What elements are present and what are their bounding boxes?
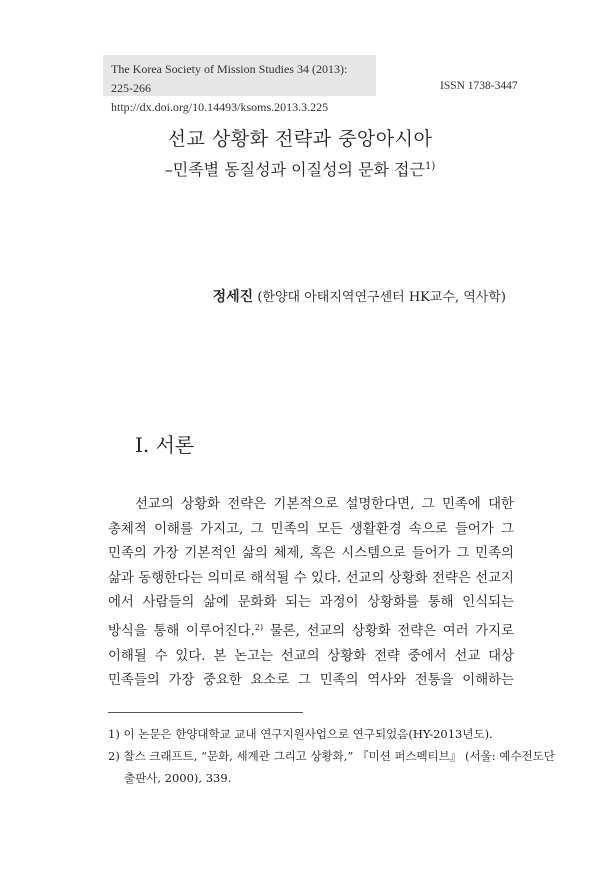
author-affiliation: (한양대 아태지역연구센터 HK교수, 역사학): [257, 290, 506, 305]
footnote-2-continued: 출판사, 2000), 339.: [124, 771, 232, 785]
author-line: [213, 286, 506, 306]
section-heading: I. 서론: [135, 433, 195, 457]
author-name: 정세진: [212, 289, 254, 305]
body-line: 총체적 이해를 가지고, 그 민족의 모든 생활환경 속으로 들어가 그: [108, 521, 514, 537]
subtitle-text: –민족별 동질성과 이질성의 문화 접근: [164, 160, 425, 179]
paper-title: 선교 상황화 전략과 중앙아시아: [167, 128, 433, 150]
journal-citation: The Korea Society of Mission Studies 34 (2013): 225-266: [111, 62, 348, 95]
subtitle-footnote-marker[interactable]: 1): [424, 161, 436, 172]
footnote-marker[interactable]: 2): [254, 622, 264, 632]
body-line: 민족들의 가장 중요한 요소로 그 민족의 역사와 전통을 이해하는: [108, 673, 514, 689]
body-text: 방식을 통해 이루어진다.: [108, 623, 255, 639]
paper-subtitle: [0, 157, 600, 180]
issn-number: ISSN 1738-3447: [440, 80, 518, 92]
footnote-divider: [108, 712, 303, 713]
journal-header-box: [103, 55, 376, 114]
doi-link[interactable]: http://dx.doi.org/10.14493/ksoms.2013.3.225: [111, 100, 329, 114]
body-line: 민족의 가장 기본적인 삶의 체제, 혹은 시스템으로 들어가 그 민족의: [108, 546, 514, 562]
footnotes: [108, 723, 555, 789]
footnote-2: 2) 찰스 크래프트, “문화, 세계관 그리고 상황화,” 『미션 퍼스펙티브』 (서울: 예수전도단: [108, 749, 555, 763]
body-line: 이해될 수 있다. 본 논고는 선교의 상황화 전략 중에서 선교 대상: [108, 648, 514, 664]
body-text: 물론, 선교의 상황화 전략은 여러 가지로: [263, 623, 515, 639]
body-line: [108, 616, 514, 645]
body-line: 에서 사람들의 삶에 문화화 되는 과정이 상황화를 통해 인식되는: [108, 595, 514, 611]
body-line: 선교의 상황화 전략은 기본적으로 설명한다면, 그 민족에 대한: [135, 497, 514, 512]
footnote-1: 1) 이 논문은 한양대학교 교내 연구지원사업으로 연구되었음(HY-2013년도).: [108, 727, 493, 741]
body-paragraph: [108, 493, 514, 694]
body-line: 삶과 동행한다는 의미로 해석될 수 있다. 선교의 상황화 전략은 선교지: [108, 570, 514, 586]
